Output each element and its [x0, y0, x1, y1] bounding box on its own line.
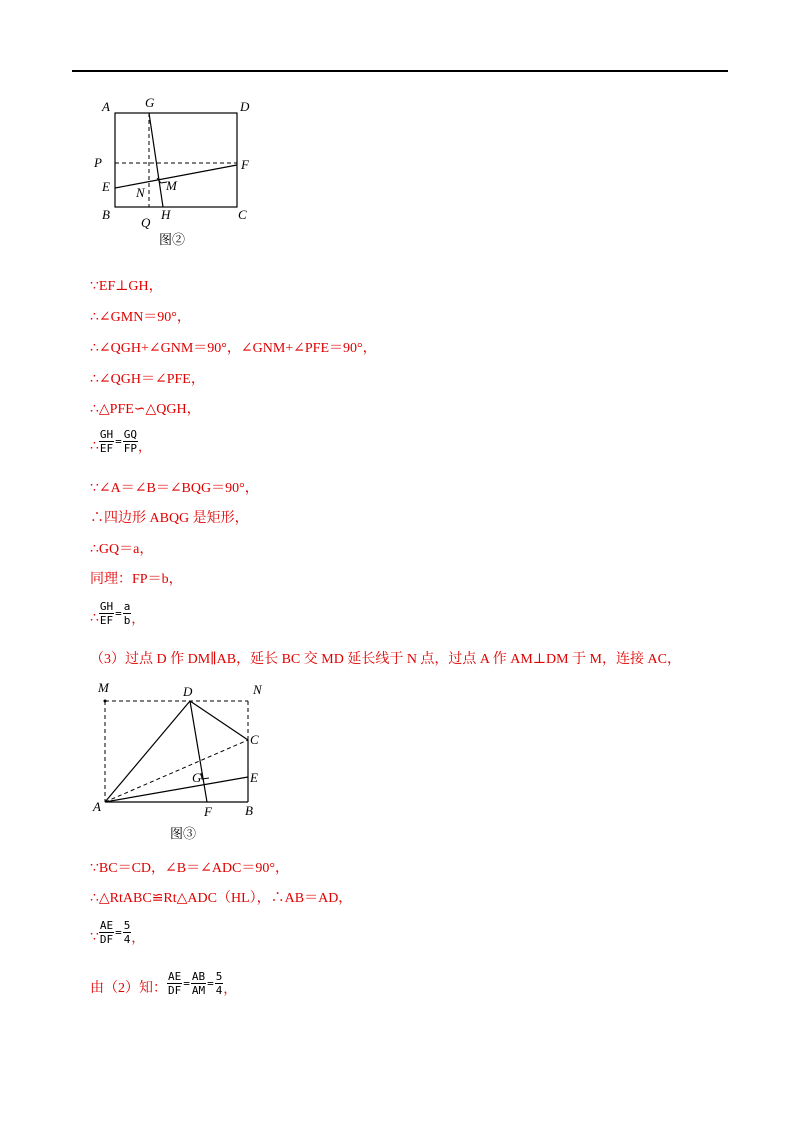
label-H: H [161, 207, 171, 222]
label-G: G [145, 95, 155, 110]
text-line: （3）过点 D 作 DM∥AB，延长 BC 交 MD 延长线于 N 点，过点 A 作 AM⊥DM 于 M，连接 AC， [90, 652, 681, 667]
text-line: ∴∠QGH+∠GNM＝90°，∠GNM+∠PFE＝90°， [90, 341, 377, 356]
label-A: A [102, 99, 110, 114]
header-rule [72, 70, 728, 72]
fraction-ae-df-ab-am: 由（2）知： $\frac{AE}{DF}$ = $\frac{AB}{AM}$ = $\frac{5}{4}$ ， [90, 970, 237, 997]
label-B: B [245, 803, 253, 818]
text-line: ∴四边形 ABQG 是矩形， [90, 511, 249, 526]
figure-caption: 图③ [170, 826, 197, 841]
label-M: M [98, 680, 109, 695]
text-line: ∴△PFE∽△QGH， [90, 402, 201, 417]
label-E: E [102, 179, 110, 194]
figure-caption: 图② [159, 232, 186, 247]
text-line: ∵∠A＝∠B＝∠BQG＝90°， [90, 481, 259, 496]
label-D: D [240, 99, 250, 114]
fraction-gh-ef: ∴ $\frac{GH}{EF}$ = $\frac{GQ}{FP}$ ， [90, 428, 152, 455]
label-F: F [204, 804, 212, 819]
label-M: M [166, 178, 177, 193]
label-C: C [238, 207, 247, 222]
label-E: E [250, 770, 258, 785]
text-line: ∴△RtABC≌Rt△ADC（HL），∴AB＝AD， [90, 891, 353, 906]
text-line: ∴∠GMN＝90°， [90, 310, 191, 325]
label-N: N [253, 682, 262, 697]
label-B: B [102, 207, 110, 222]
figure-3 [90, 678, 275, 848]
text-line: ∴∠QGH＝∠PFE， [90, 372, 205, 387]
label-C: C [250, 732, 259, 747]
text-line: ∵BC＝CD，∠B＝∠ADC＝90°， [90, 861, 289, 876]
text-line: ∴GQ＝a， [90, 542, 154, 557]
text-line: 同理：FP＝b， [90, 572, 183, 587]
label-F: F [241, 157, 249, 172]
fraction-ae-df: ∵ $\frac{AE}{DF}$ = $\frac{5}{4}$ ， [90, 919, 145, 946]
figure-2 [90, 94, 260, 254]
text-line: ∵EF⊥GH， [90, 279, 163, 294]
label-A: A [93, 799, 101, 814]
label-D: D [183, 684, 193, 699]
label-N: N [136, 185, 145, 200]
label-G: G [192, 770, 202, 785]
fraction-gh-ef-ab: ∴ $\frac{GH}{EF}$ = $\frac{a}{b}$ ， [90, 600, 145, 627]
label-Q: Q [141, 215, 151, 230]
label-P: P [94, 155, 102, 170]
